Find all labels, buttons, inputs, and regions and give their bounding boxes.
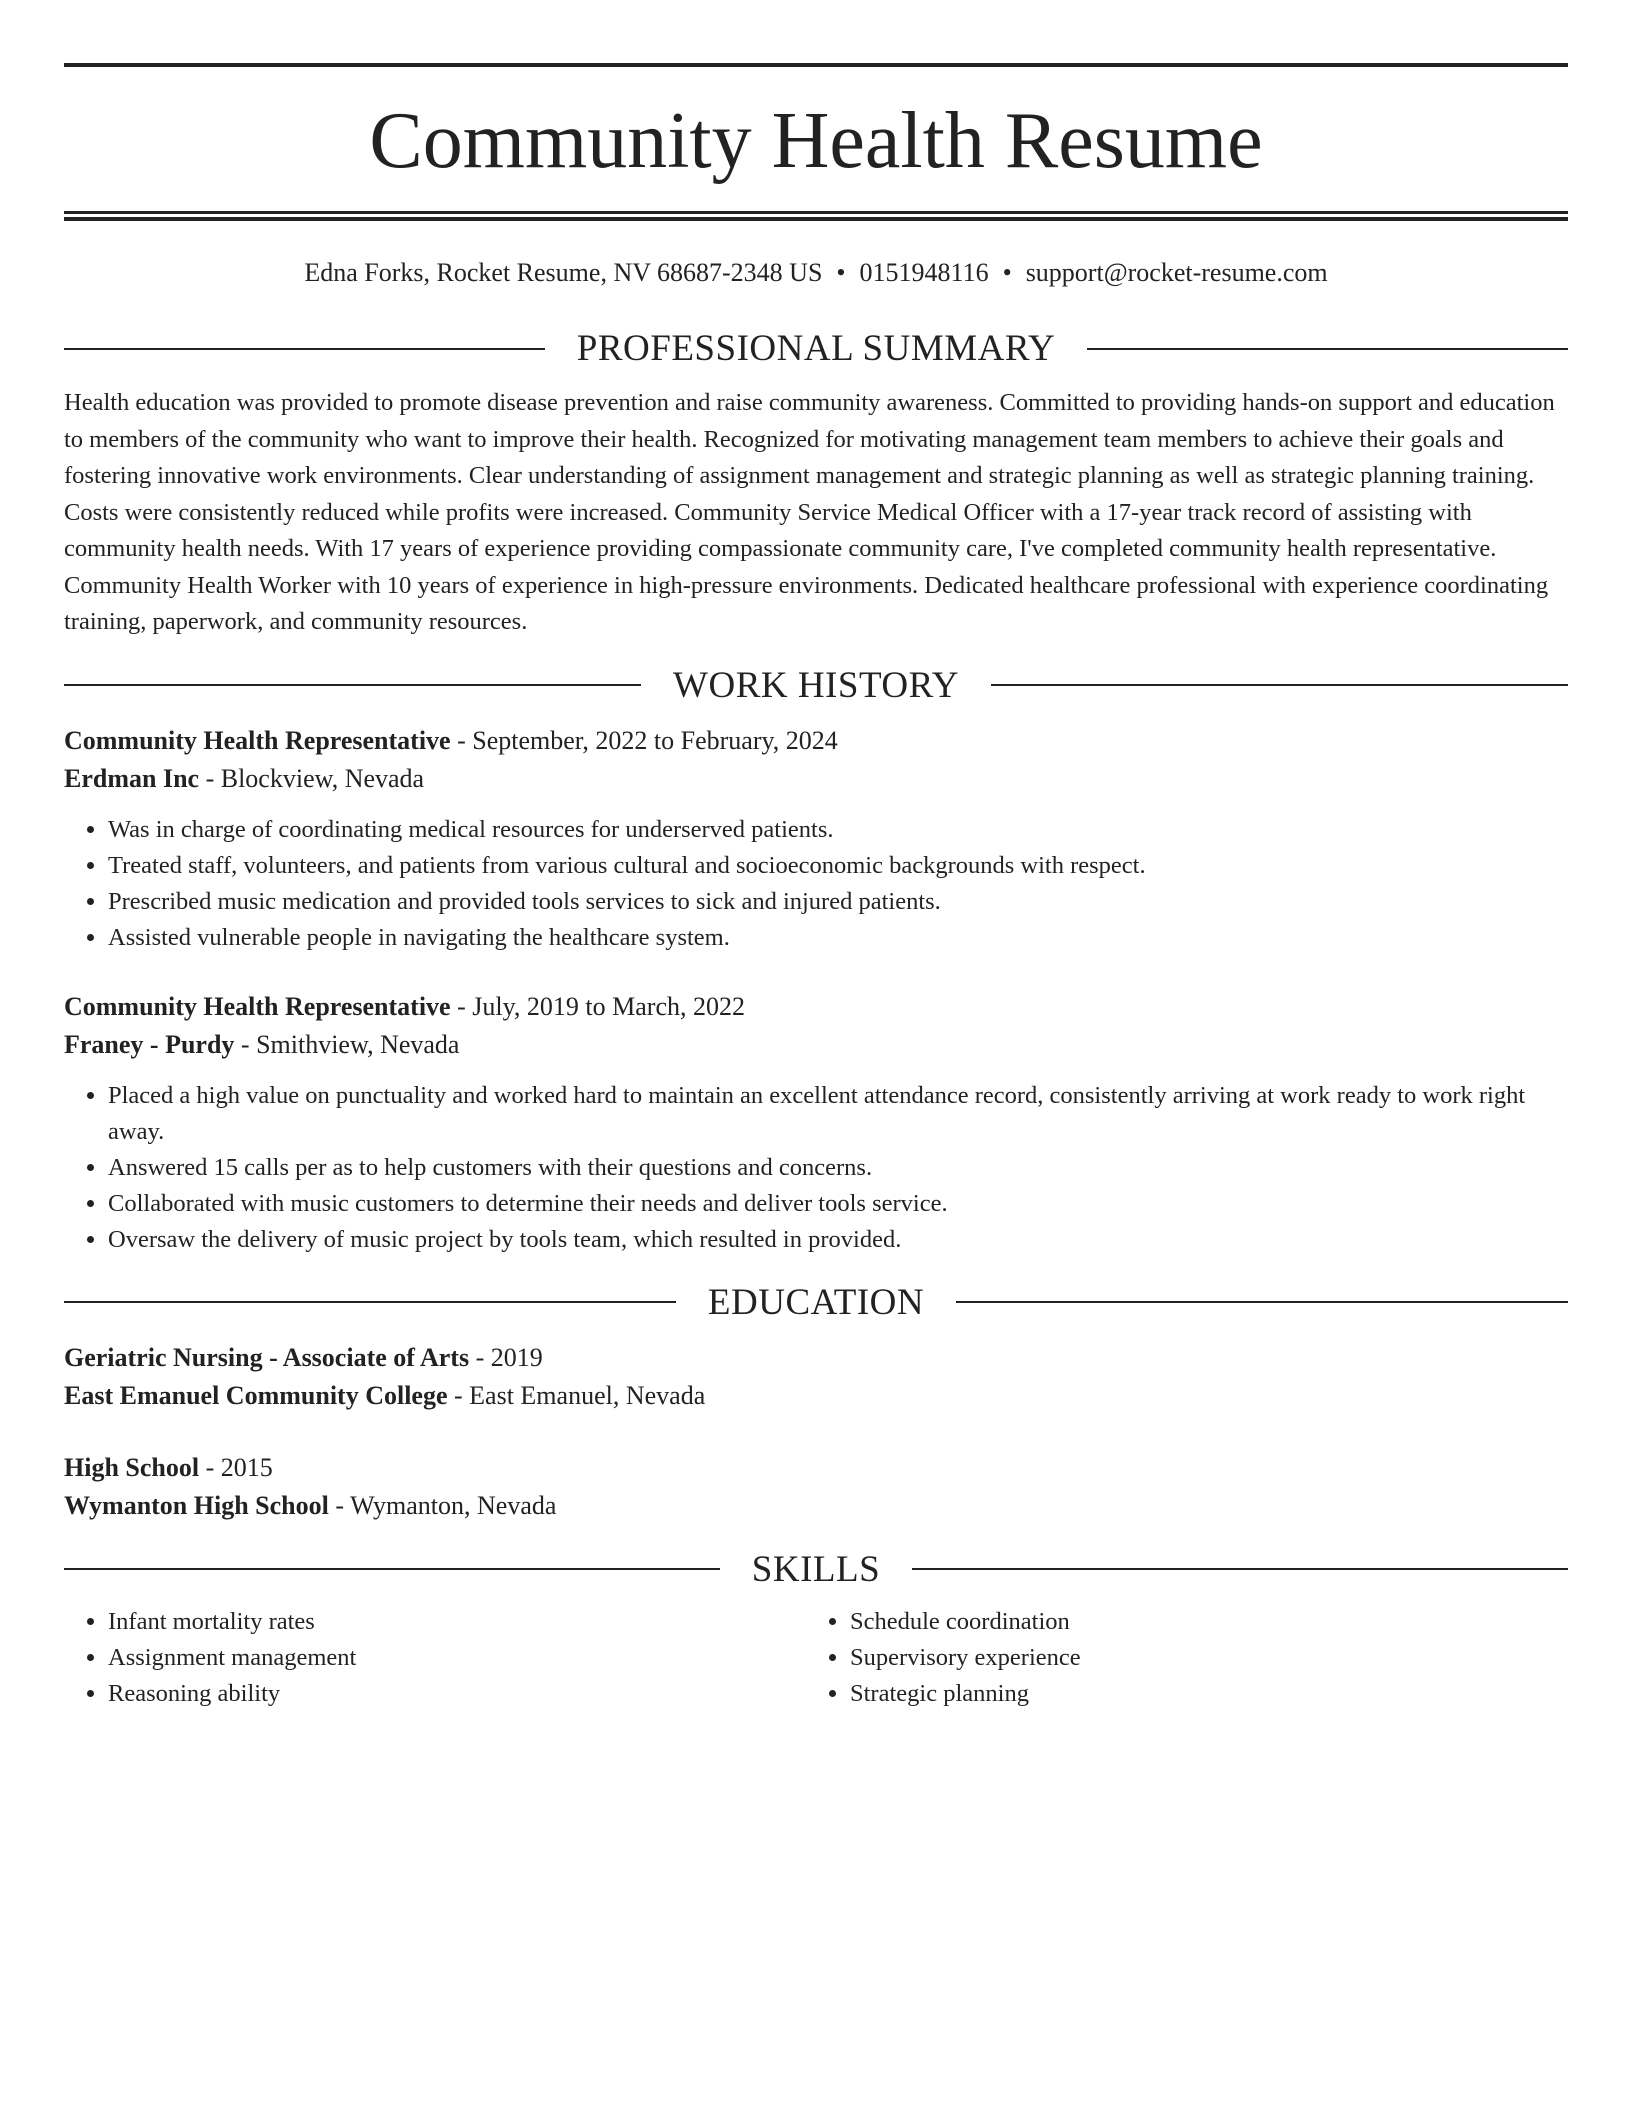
list-item: • Assisted vulnerable people in navigating the healthcare system.	[108, 920, 1568, 956]
heading-rule-left	[64, 1568, 720, 1570]
degree: Geriatric Nursing - Associate of Arts	[64, 1342, 470, 1372]
degree-line	[64, 1339, 1568, 1377]
skills-column-left	[64, 1604, 806, 1712]
job-title-line	[64, 722, 1568, 760]
school-name: Wymanton High School	[64, 1490, 329, 1520]
section-heading-summary	[64, 328, 1568, 370]
degree-line	[64, 1449, 1568, 1487]
skill-item: • Reasoning ability	[108, 1676, 806, 1712]
skill-item: • Supervisory experience	[850, 1640, 1548, 1676]
section-title: SKILLS	[751, 1548, 881, 1590]
skill-item: • Infant mortality rates	[108, 1604, 806, 1640]
job-location: - Smithview, Nevada	[234, 1029, 460, 1059]
job-bullets	[64, 812, 1568, 956]
education-entry	[64, 1339, 1568, 1415]
job-bullets	[64, 1078, 1568, 1258]
contact-line	[64, 257, 1568, 288]
contact-phone: 0151948116	[859, 258, 989, 287]
resume-title: Community Health Resume	[369, 97, 1263, 185]
heading-rule-left	[64, 348, 545, 350]
heading-rule-right	[912, 1568, 1568, 1570]
heading-rule-right	[1087, 348, 1568, 350]
job-title: Community Health Representative	[64, 991, 451, 1021]
section-title: PROFESSIONAL SUMMARY	[576, 328, 1056, 370]
section-heading-skills	[64, 1548, 1568, 1590]
heading-rule-left	[64, 684, 641, 686]
list-item: • Treated staff, volunteers, and patients from various cultural and socioeconomic backgrounds with respect.	[108, 848, 1568, 884]
job-dates: - July, 2019 to March, 2022	[450, 991, 745, 1021]
job-entry	[64, 988, 1568, 1258]
degree-year: - 2019	[469, 1342, 543, 1372]
contact-separator: •	[1002, 258, 1012, 287]
school-location: - East Emanuel, Nevada	[447, 1380, 706, 1410]
job-company: Erdman Inc	[64, 763, 200, 793]
school-name: East Emanuel Community College	[64, 1380, 448, 1410]
education-entry	[64, 1449, 1568, 1525]
job-dates: - September, 2022 to February, 2024	[450, 725, 838, 755]
school-line	[64, 1377, 1568, 1415]
list-item: • Collaborated with music customers to determine their needs and deliver tools service.	[108, 1186, 1568, 1222]
degree: High School	[64, 1452, 200, 1482]
school-location: - Wymanton, Nevada	[328, 1490, 557, 1520]
list-item: • Placed a high value on punctuality and worked hard to maintain an excellent attendance record, consistently arriving at work ready to work right away.	[108, 1078, 1568, 1150]
contact-email: support@rocket-resume.com	[1025, 258, 1328, 287]
section-title: EDUCATION	[707, 1281, 925, 1323]
section-title: WORK HISTORY	[673, 664, 959, 706]
section-heading-work	[64, 664, 1568, 706]
skills-grid	[64, 1604, 1568, 1712]
skill-item: • Assignment management	[108, 1640, 806, 1676]
job-title-line	[64, 988, 1568, 1026]
school-line	[64, 1487, 1568, 1525]
skill-item: • Schedule coordination	[850, 1604, 1548, 1640]
list-item: • Was in charge of coordinating medical resources for underserved patients.	[108, 812, 1568, 848]
job-location: - Blockview, Nevada	[199, 763, 425, 793]
contact-separator: •	[836, 258, 846, 287]
job-entry	[64, 722, 1568, 956]
heading-rule-right	[991, 684, 1568, 686]
contact-address: Edna Forks, Rocket Resume, NV 68687-2348 US	[304, 258, 823, 287]
job-title: Community Health Representative	[64, 725, 451, 755]
job-company-line	[64, 760, 1568, 798]
skills-column-right	[806, 1604, 1548, 1712]
heading-rule-left	[64, 1301, 676, 1303]
skill-item: • Strategic planning	[850, 1676, 1548, 1712]
summary-paragraph: Health education was provided to promote disease prevention and raise community awareness. Committed to providing hands-on support and education to members of the community who want to improve their health. Recognized for motivating management team members to achieve their goals and fostering innovative work environments. Clear understanding of assignment management and strategic planning as well as strategic planning training. Costs were consistently reduced while profits were increased. Community Service Medical Officer with a 17-year track record of assisting with community health needs. With 17 years of experience providing compassionate community care, I've completed community health representative. Community Health Worker with 10 years of experience in high-pressure environments. Dedicated healthcare professional with experience coordinating training, paperwork, and community resources.	[64, 389, 1555, 636]
top-rule	[64, 63, 1568, 67]
heading-rule-right	[956, 1301, 1568, 1303]
list-item: • Oversaw the delivery of music project by tools team, which resulted in provided.	[108, 1222, 1568, 1258]
degree-year: - 2015	[199, 1452, 273, 1482]
title-double-rule	[64, 211, 1568, 221]
job-company-line	[64, 1026, 1568, 1064]
list-item: • Answered 15 calls per as to help customers with their questions and concerns.	[108, 1150, 1568, 1186]
job-company: Franey - Purdy	[64, 1029, 235, 1059]
list-item: • Prescribed music medication and provided tools services to sick and injured patients.	[108, 884, 1568, 920]
section-heading-education	[64, 1281, 1568, 1323]
